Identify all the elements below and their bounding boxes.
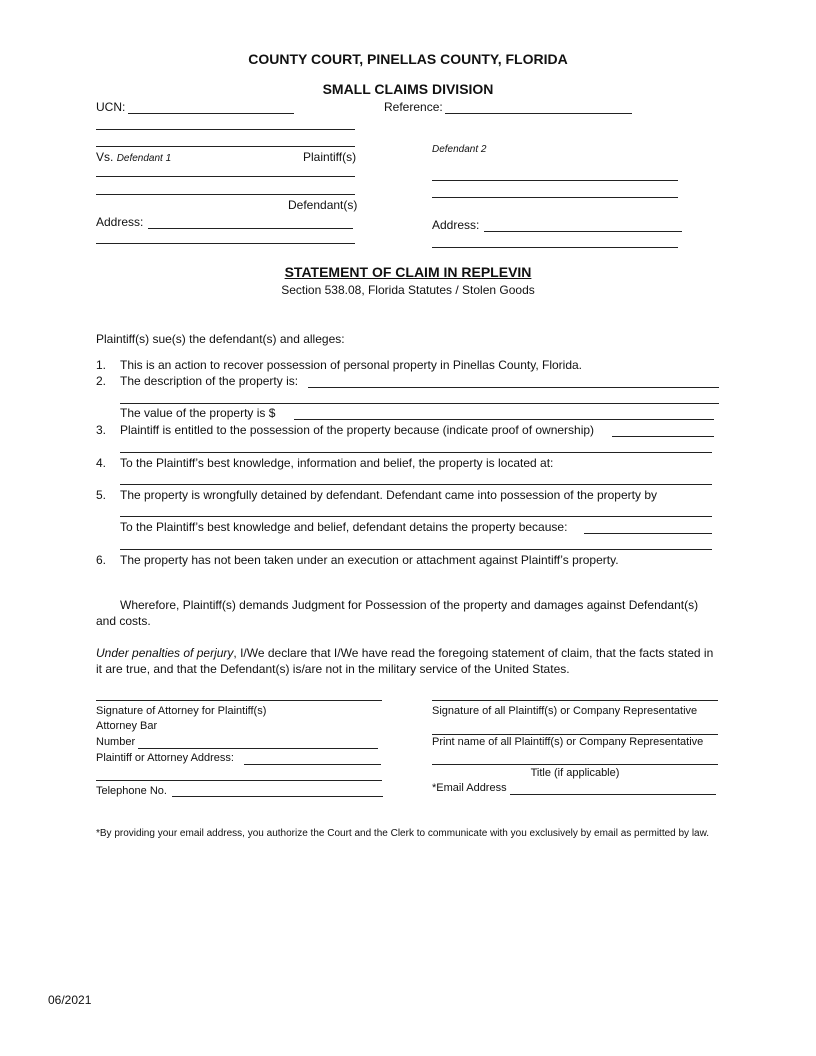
plaintiffs-label: Plaintiff(s) bbox=[303, 150, 357, 164]
bar-number-label: Number bbox=[96, 736, 136, 748]
telephone-label: Telephone No. bbox=[96, 785, 167, 797]
reference-label: Reference: bbox=[384, 100, 443, 114]
attorney-address-field[interactable] bbox=[244, 764, 381, 765]
defendant1-address-line-2[interactable] bbox=[96, 243, 355, 244]
division-title: SMALL CLAIMS DIVISION bbox=[322, 81, 494, 97]
item-number: 3. bbox=[96, 423, 107, 437]
possession-field[interactable] bbox=[120, 516, 712, 517]
telephone-field[interactable] bbox=[172, 796, 383, 797]
print-name-field[interactable] bbox=[432, 734, 718, 735]
plaintiff-signature-label: Signature of all Plaintiff(s) or Company Representative bbox=[432, 705, 698, 717]
ownership-line-2[interactable] bbox=[120, 452, 712, 453]
item-3-text: Plaintiff is entitled to the possession of the property because (indicate proof of ownership) bbox=[120, 423, 595, 437]
defendant2-line-2[interactable] bbox=[432, 197, 678, 198]
intro-text: Plaintiff(s) sue(s) the defendant(s) and alleges: bbox=[96, 332, 345, 346]
defendant1-label: Defendant 1 bbox=[116, 153, 172, 164]
attorney-signature-label: Signature of Attorney for Plaintiff(s) bbox=[96, 705, 267, 717]
title-field[interactable] bbox=[432, 764, 718, 765]
email-footnote: *By providing your email address, you authorize the Court and the Clerk to communicate with you exclusively by email as permitted by law. bbox=[96, 828, 710, 839]
ucn-label: UCN: bbox=[96, 100, 126, 114]
claim-title: STATEMENT OF CLAIM IN REPLEVIN bbox=[284, 264, 532, 280]
bar-number-field[interactable] bbox=[138, 748, 378, 749]
email-field[interactable] bbox=[510, 794, 716, 795]
perjury-rest: , I/We declare that I/We have read the foregoing statement of claim, that the facts stated in it are true, and that the Defendant(s) is/are not in the military service of the United States. bbox=[96, 646, 714, 676]
item-2-text: The description of the property is: bbox=[120, 374, 299, 388]
location-field[interactable] bbox=[120, 484, 712, 485]
ucn-field[interactable] bbox=[128, 113, 294, 114]
claim-subtitle: Section 538.08, Florida Statutes / Stolen Goods bbox=[281, 283, 535, 297]
property-value-field[interactable] bbox=[294, 419, 714, 420]
print-name-label: Print name of all Plaintiff(s) or Company Representative bbox=[432, 736, 704, 748]
property-value-label: The value of the property is $ bbox=[120, 406, 276, 420]
property-description-field[interactable] bbox=[308, 387, 719, 388]
perjury-italic: Under penalties of perjury bbox=[96, 646, 234, 660]
defendant2-address-label: Address: bbox=[432, 218, 480, 232]
item-5-text: The property is wrongfully detained by defendant. Defendant came into possession of the property by bbox=[120, 488, 657, 502]
attorney-address-line-2[interactable] bbox=[96, 780, 382, 781]
detains-label: To the Plaintiff’s best knowledge and belief, defendant detains the property because: bbox=[120, 520, 568, 534]
defendant2-label: Defendant 2 bbox=[432, 144, 487, 155]
revision-date: 06/2021 bbox=[48, 993, 92, 1007]
defendant1-address-field[interactable] bbox=[148, 228, 353, 229]
email-label: *Email Address bbox=[432, 782, 507, 794]
item-6-text: The property has not been taken under an execution or attachment against Plaintiff’s property. bbox=[120, 553, 619, 567]
defendant2-address-field[interactable] bbox=[484, 231, 682, 232]
wherefore-text: Wherefore, Plaintiff(s) demands Judgment for Possession of the property and damages against Defendant(s) and costs. bbox=[96, 598, 699, 628]
court-title: COUNTY COURT, PINELLAS COUNTY, FLORIDA bbox=[248, 51, 568, 67]
property-description-line-2[interactable] bbox=[120, 403, 719, 404]
ownership-field[interactable] bbox=[612, 436, 714, 437]
attorney-address-label: Plaintiff or Attorney Address: bbox=[96, 752, 234, 764]
attorney-bar-label: Attorney Bar bbox=[96, 720, 158, 732]
vs-label: Vs. Defendant 1 bbox=[96, 150, 172, 164]
item-1-text: This is an action to recover possession of personal property in Pinellas County, Florida. bbox=[120, 358, 583, 372]
defendant2-address-line-2[interactable] bbox=[432, 247, 678, 248]
defendant2-line-1[interactable] bbox=[432, 180, 678, 181]
detains-field[interactable] bbox=[584, 533, 712, 534]
title-label: Title (if applicable) bbox=[530, 767, 620, 779]
detains-line-2[interactable] bbox=[120, 549, 712, 550]
attorney-signature-field[interactable] bbox=[96, 700, 382, 701]
item-number: 5. bbox=[96, 488, 107, 502]
item-number: 6. bbox=[96, 553, 107, 567]
defendant-line-1[interactable] bbox=[96, 176, 355, 177]
plaintiff-line-2[interactable] bbox=[96, 146, 355, 147]
item-number: 1. bbox=[96, 358, 107, 372]
plaintiff-line-1[interactable] bbox=[96, 129, 355, 130]
reference-field[interactable] bbox=[445, 113, 632, 114]
defendant-line-2[interactable] bbox=[96, 194, 355, 195]
defendants-label: Defendant(s) bbox=[288, 198, 358, 212]
perjury-statement bbox=[96, 645, 716, 677]
item-4-text: To the Plaintiff’s best knowledge, information and belief, the property is located at: bbox=[120, 456, 554, 470]
item-number: 2. bbox=[96, 374, 107, 388]
plaintiff-signature-field[interactable] bbox=[432, 700, 718, 701]
item-number: 4. bbox=[96, 456, 107, 470]
defendant1-address-label: Address: bbox=[96, 215, 144, 229]
